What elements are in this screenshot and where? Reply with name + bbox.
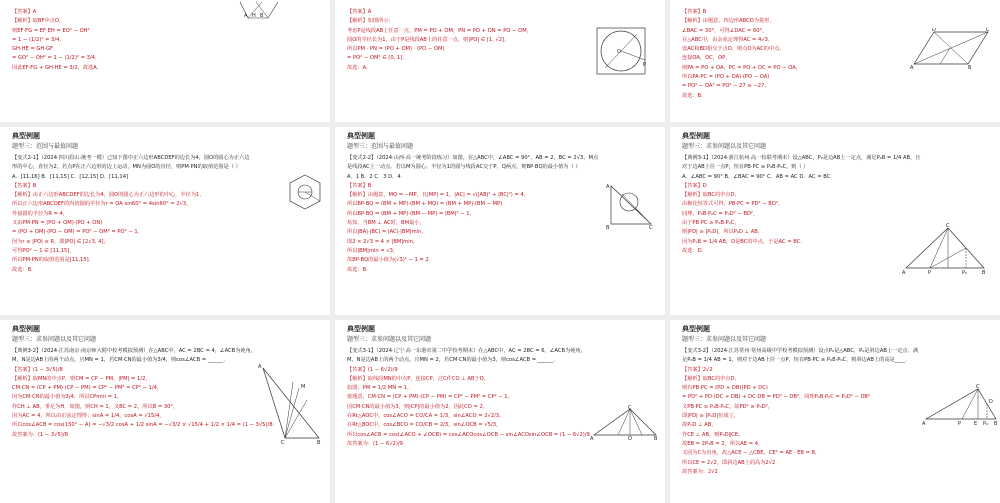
solution-line: 所以PA·PC = (PO + OA)·(PO − OA)	[682, 74, 770, 81]
solution-line: 【答案】(1 − 3√5)/8	[12, 366, 63, 373]
slide-header: 典型例题	[347, 132, 375, 140]
question-line: 【典例3-1】（2024·浙江杭州·高一校联考期末）设△ABC，P₀是边AB上一定点，满足P₀B = 1/4 AB，且	[682, 155, 921, 161]
slide-panel	[670, 127, 1000, 315]
slide-subheader: 题型三：求参问题以及其它问题	[682, 143, 767, 150]
slide-body	[12, 154, 322, 275]
solution-line: 【答案】D	[682, 182, 707, 189]
solution-line: 【解析】取BC的中点D，	[682, 375, 740, 382]
solution-line: 故选：B.	[12, 266, 33, 273]
geometry-figure	[605, 182, 657, 230]
solution-line: 如图，PM = 1/2 MN = 1，	[347, 385, 413, 392]
solution-line: 则EF·FG = EF·EH = EO² − OH²	[12, 27, 90, 34]
slide-panel	[0, 320, 330, 503]
question-line: M，N是边AB上的两个动点，且MN = 2，若CM·CN的最小值为3，则cos∠ACB = ______．	[347, 357, 559, 364]
solution-line: 因此EF·FG + GH·HE = 3/2，故选A.	[12, 64, 99, 71]
slide-subheader: 题型三：求参问题以及其它问题	[347, 336, 432, 343]
solution-line: 即|PD| ≥ |P₀D|恒成立，	[682, 413, 739, 420]
svg-text:C: C	[628, 405, 632, 411]
geometry-figure	[285, 172, 325, 212]
svg-text:B: B	[260, 13, 264, 19]
solution-line: 【答案】A	[12, 9, 37, 15]
solution-line: 所以|BM|min = √3，	[347, 247, 399, 254]
solution-line: 故P₀D ⊥ AB，	[682, 422, 717, 429]
solution-line: 又由PM·PN = (PO + OM)·(PO + ON)	[12, 220, 103, 227]
svg-text:B: B	[606, 225, 610, 230]
solution-line: 则PA = PO + OA，PC = PO + OC = PO − OA，	[682, 64, 801, 71]
svg-text:H: H	[252, 13, 256, 19]
svg-text:C: C	[976, 384, 980, 390]
solution-line: 【解析】如图所示：	[347, 18, 394, 25]
geometry-figure	[900, 222, 990, 277]
solution-line: 【解析】由正六边形ABCDEF的边长为4，圆O的圆心为正六边形的中心，半径为1，	[12, 192, 205, 199]
svg-text:E: E	[974, 421, 978, 427]
solution-line: ∠BAC = 30°，可得∠DAC = 60°，	[682, 27, 768, 34]
svg-text:P: P	[643, 62, 647, 68]
solution-line: 作CE ⊥ AB，则P₀D∥CE，	[682, 431, 744, 438]
solution-line: 故选：B.	[682, 92, 703, 99]
svg-text:O: O	[628, 436, 632, 441]
svg-text:A: A	[606, 184, 610, 190]
slide-panel	[335, 320, 665, 503]
svg-text:C: C	[281, 440, 285, 444]
question-line: 【变式2-1】（2024·四川眉山·统考一模）已知下图中正六边形ABCDEF的边长为4，圆O的圆心为正六边	[12, 155, 250, 161]
solution-line: 【答案】(1 − 6√2)/9	[347, 366, 398, 373]
solution-line: 所以正六边形ABCDEF的内切圆的半径为r = OA sin60° = 4sin60° = 2√3，	[12, 201, 192, 208]
question-line: 【变式3-2】（2024·江苏常州·常州高级中学校考模拟预测）设点P₀是△ABC，P₀是斜边AB上一定点．满	[682, 348, 919, 354]
slide-subheader: 题型三：求参问题以及其它问题	[12, 336, 97, 343]
question-line: A．∠ABC = 90° B．∠BAC = 90° C．AB = AC D．AC = BC	[682, 173, 831, 180]
solution-line: 作CH ⊥ AB，垂足为H，如图，则CH = 1，又BC = 2，所以B = 30°，	[12, 403, 179, 410]
question-line: 足P₀B = 1/4 AB = 1，则对于边AB上任一点P，恒有PB·PC ≥ P₀B·P₀C，则斜边AB上的高是____．	[682, 357, 911, 364]
solution-line: 又因为C为直角，故△ACE ∽ △CBE，CE² = AE · EB = 8，	[682, 450, 821, 457]
slide-subheader: 题型三：范围与最值问题	[12, 143, 79, 150]
solution-line: 因CM·CN的最小值为3，则|CP|的最小值为2，因此CO = 2，	[347, 403, 488, 410]
geometry-figure	[238, 0, 288, 20]
solution-line: 考虑P是线段AB上任意一点，PM = PO + OM，PN = PO + ON = PO − OM，	[347, 27, 532, 34]
slide-header: 典型例题	[12, 325, 40, 333]
solution-line: 故BP·BQ的最小值为(√3)² − 1 = 2.	[347, 257, 431, 264]
solution-line: = PD² + PD·(DC + DB) + DC·DB = PD² − DB²，同理P₀B·P₀C = P₀D² − DB²	[682, 394, 871, 401]
slide-header: 典型例题	[682, 132, 710, 140]
slide-panel	[335, 0, 665, 122]
solution-line: 所以cos∠ACB = cos(150° − A) = −√3/2 cosA + 1/2 sinA = −√3/2 × √15/4 + 1/2 × 1/4 = (1 − 3√5)/8.	[12, 422, 275, 429]
svg-text:A: A	[590, 436, 594, 441]
question-line: 对于边AB上任一点P，恒有PB·PC ≥ P₀B·P₀C，则（ ）	[682, 164, 809, 171]
question-line: M，N是边AB上的两个动点，且MN = 1，若CM·CN的最小值为3/4，则cos∠ACB = ______．	[12, 357, 229, 364]
slide-panel	[670, 320, 1000, 503]
slide-subheader: 题型三：范围与最值问题	[347, 143, 414, 150]
solution-line: 【解析】取BC的中点D，	[682, 192, 740, 199]
solution-line: 故答案为：2√2	[682, 468, 718, 475]
solution-line: 则有PB·PC = (PD + DB)(PD + DC)	[682, 385, 768, 392]
solution-line: 圆O的半径长为1，由于P是线段AB上的任意一点，则|PO| ∈ [1, √2]，	[347, 36, 510, 43]
svg-text:O: O	[617, 49, 621, 55]
solution-line: 【答案】A	[347, 9, 372, 15]
solution-line: 同理，P₀B·P₀C = P₀D² − BD²，	[682, 210, 759, 217]
svg-text:C: C	[946, 223, 950, 229]
solution-line: 故选：A.	[347, 64, 368, 71]
svg-text:P: P	[928, 270, 932, 276]
question-line: 【变式2-2】（2024·山西·高一统考阶段练习）如图，在△ABC中，∠ABC = 90°，AB = 2，BC = 2√3，M点	[347, 155, 599, 161]
solution-line: 【解析】取MN的中点P，则CM = CP − PM，|PM| = 1/2，	[12, 375, 151, 382]
solution-line: 所以BP·BQ = (BM + MP)·(BM − MP) = |BM|² − 1，	[347, 210, 475, 217]
svg-text:A: A	[244, 13, 248, 19]
solution-line: 设AC和BD相交于点O，则点O为AC的中点，	[682, 46, 785, 53]
solution-line: 所以cos∠ACB = cos(∠ACO + ∠OCB) = cos∠ACOcos∠OCB − sin∠ACOsin∠OCB = (1 − 6√2)/9.	[347, 431, 592, 438]
solution-line: 故选：B.	[347, 266, 368, 273]
solution-line: 因为r ≤ |PO| ≤ R，即|PO| ∈ [2√3, 4]，	[12, 238, 109, 245]
geometry-figure	[920, 383, 1000, 433]
slide-header: 典型例题	[682, 325, 710, 333]
slide-panel	[0, 0, 330, 122]
solution-line: 又PB·PC ≥ P₀B·P₀C，故PD² ≥ P₀D²，	[682, 403, 773, 410]
solution-line: = 1 − (1/2)² = 3/4，	[12, 36, 65, 43]
solution-line: 因为CM·CN的最小值为3/4，所以CPmin = 1，	[12, 394, 123, 401]
slide-header: 典型例题	[12, 132, 40, 140]
solution-line: 【解析】取线段MN的中点P，连接CP，过C作CO ⊥ AB于O，	[347, 375, 489, 382]
svg-text:P₀: P₀	[983, 421, 989, 427]
svg-text:A: A	[910, 65, 914, 70]
solution-line: = GO² − OH² = 1 − (1/2)² = 3/4，	[12, 55, 101, 62]
solution-line: 【答案】B	[682, 9, 707, 15]
solution-line: 易知，当BM ⊥ AC时，BM最小，	[347, 220, 425, 227]
svg-text:C: C	[986, 28, 990, 33]
solution-line: 因为P₀B = 1/4 AB，D是BC的中点，于是AC = BC.	[682, 238, 802, 245]
solution-line: 故选：D.	[682, 247, 704, 254]
svg-text:A: A	[258, 364, 262, 370]
solution-line: 所以PM·PN的取值范围是[11,15].	[12, 257, 91, 264]
geometry-figure	[593, 24, 651, 78]
solution-line: 由极化恒等式可得，PB·PC = PD² − BD²，	[682, 201, 784, 208]
solution-line: 所以PM · PN = (PO + OM) · (PO − OM)	[347, 46, 445, 53]
geometry-figure	[590, 405, 660, 441]
geometry-figure	[255, 358, 325, 444]
svg-text:B: B	[982, 270, 986, 276]
question-line: A．[11,16] B．[11,15] C．[12,15] D．[11,14]	[12, 173, 129, 180]
solution-line: 可得PO² − 1 ∈ [11,15]，	[12, 247, 75, 254]
question-line: 形的中心，直径为2，若点P在正六边形的边上运动，MN为圆O的直径，则PM·PN的取值范围是（ ）	[12, 164, 241, 171]
slide-header: 典型例题	[347, 325, 375, 333]
slide-subheader: 题型三：求参问题以及其它问题	[682, 336, 767, 343]
solution-line: 【解析】取BF中点O，	[12, 18, 65, 25]
svg-text:A: A	[922, 421, 926, 427]
solution-line: GH·HE = GH·GF	[12, 46, 53, 53]
solution-line: 【答案】2√2	[682, 366, 713, 373]
svg-text:C: C	[649, 225, 653, 230]
slide-panel	[670, 0, 1000, 122]
svg-text:B: B	[654, 436, 658, 441]
solution-line: CM·CN = (CP + PM)·(CP − PM) = CP² − PM² = CP² − 1/4，	[12, 385, 163, 392]
solution-line: 在Rt△BOC中，cos∠BCO = CO/CB = 2/3，sin∠OCB = √5/3，	[347, 422, 502, 429]
solution-line: 【答案】B	[12, 182, 37, 189]
solution-line: = (PO + OM)·(PO − OM) = PO² − OM² = PO² − 1，	[12, 229, 143, 236]
solution-line: 连接OA，OC，OP，	[682, 55, 731, 62]
svg-text:D: D	[989, 399, 993, 405]
question-line: 【变式3-1】（2024·辽宁·高一东港市第二中学校考期末）在△ABC中，AC = 2BC = 6，∠ACB为钝角，	[347, 348, 586, 354]
svg-text:B: B	[317, 440, 321, 444]
solution-line: 外接圆的半径为R = 4，	[12, 210, 69, 217]
solution-line: 【解析】由题意，MQ = −MP，且|MP| = 1，|AC| = √(|AB|² + |BC|²) = 4，	[347, 192, 529, 199]
svg-text:P: P	[958, 421, 962, 427]
svg-text:D: D	[932, 28, 936, 33]
solution-line: 在Rt△AOC中，cos∠ACO = CO/CA = 1/3，sin∠ACO = 2√2/3，	[347, 413, 505, 420]
question-line: 是线段AC上一动点．若以M为圆心、半径为1的圆与线段AC交于P、Q两点，则BP·BQ的最小值为（ ）	[347, 164, 581, 171]
solution-line: = PO² − OA² = PO² − 27 ≥ −27.	[682, 83, 766, 90]
solution-line: 所以BP·BQ = (BM + MP)·(BM + MQ) = (BM + MP)·(BM − MP)	[347, 201, 503, 208]
solution-line: 故EB = 2P₀B = 2，所以AE = 4，	[682, 440, 764, 447]
svg-text:B: B	[968, 65, 972, 70]
solution-line: 所以|BA|·|BC| = |AC|·|BM|min，	[347, 229, 427, 236]
solution-line: 在△ABC中，由余弦定理得AC = 4√3，	[682, 36, 774, 43]
svg-text:B: B	[994, 421, 998, 427]
solution-line: 故答案为：(1 − 6√2)/9	[347, 440, 403, 447]
solution-line: 【答案】B	[347, 182, 372, 189]
geometry-figure	[910, 28, 992, 70]
slide-panel	[335, 127, 665, 315]
solution-line: = PO² − OM² ∈ [0, 1].	[347, 55, 404, 62]
solution-line: 所以CE = 2√2，即斜边AB上的高为2√2	[682, 459, 776, 466]
solution-line: 依题意，CM·CN = (CP + PM)·(CP − PM) = CP² − PM² = CP² − 1，	[347, 394, 513, 401]
solution-line: 因为AC = 4，所以由正弦定理得：sinA = 1/4，cosA = √15/4，	[12, 413, 165, 420]
question-line: 【典例3-2】（2024·江苏南京·南京师大附中校考模拟预测）在△ABC中，AC = 2BC = 4，∠ACB为钝角，	[12, 348, 256, 354]
solution-line: 即2 × 2√3 = 4 × |BM|min，	[347, 238, 419, 245]
solution-line: 由于PB·PC ≥ P₀B·P₀C，	[682, 220, 740, 227]
svg-text:A: A	[902, 270, 906, 276]
svg-text:P₀: P₀	[962, 270, 968, 276]
solution-line: 故答案为：(1 − 3√5)/8	[12, 431, 68, 438]
solution-line: 【解析】由题意，四边形ABCD为菱形，	[682, 18, 775, 25]
question-line: A．1 B．2 C．3 D．4	[347, 173, 401, 180]
solution-line: 则|PD| ≥ |P₀D|，所以P₀D ⊥ AB，	[682, 229, 764, 236]
slide-panel	[0, 127, 330, 315]
svg-text:M: M	[301, 384, 306, 390]
